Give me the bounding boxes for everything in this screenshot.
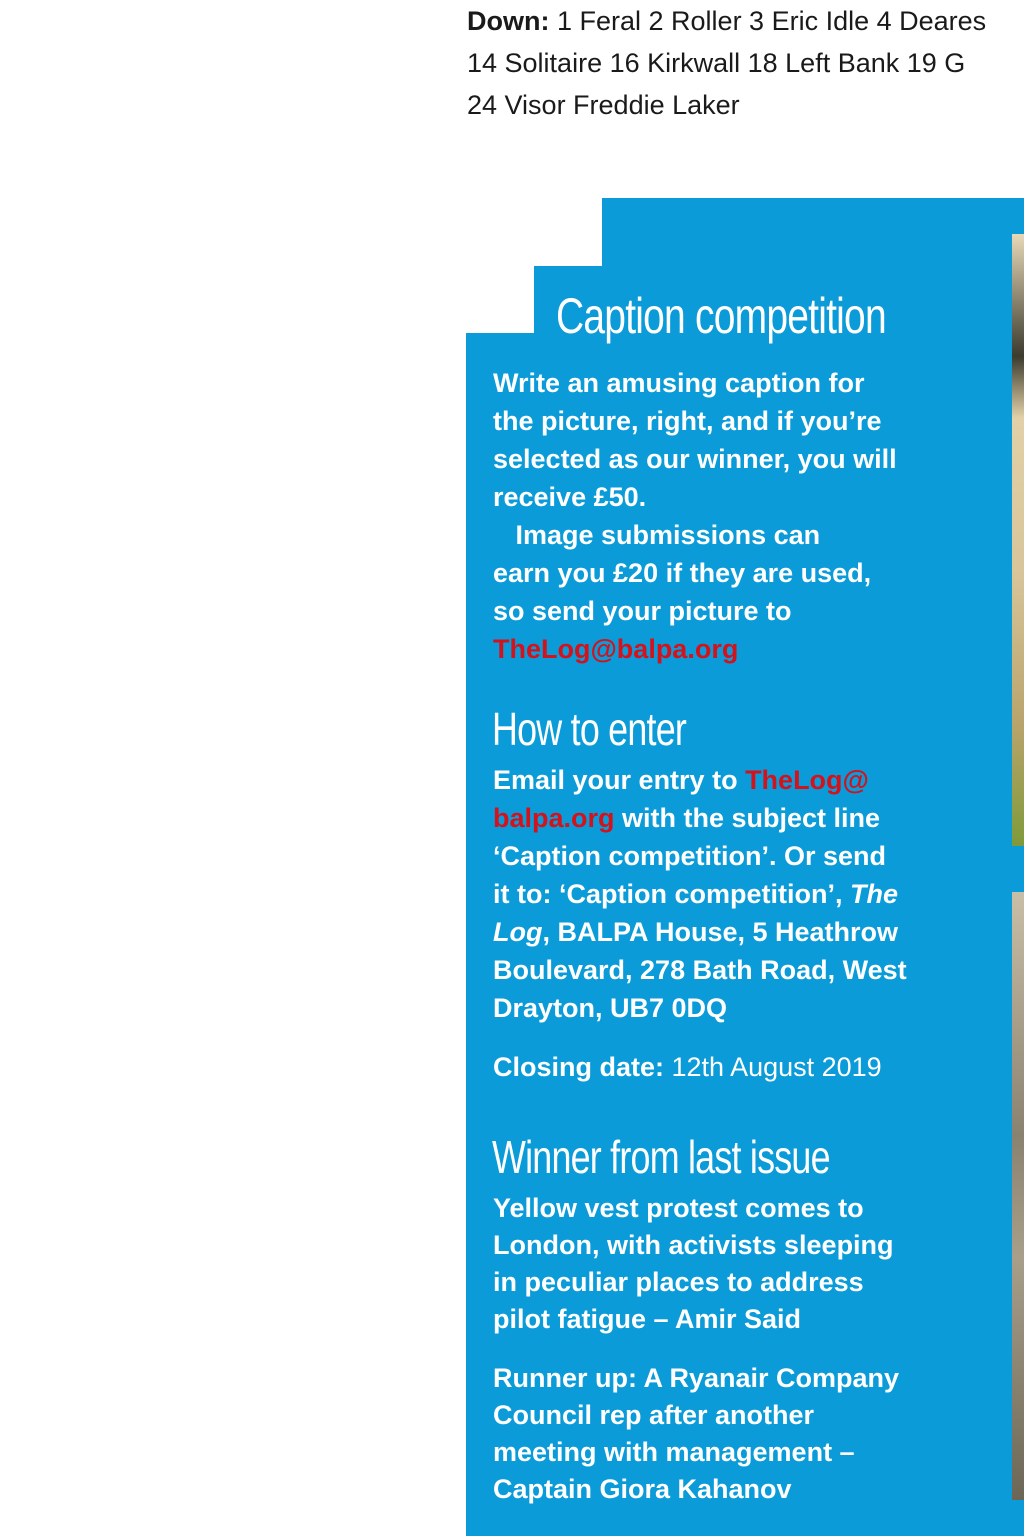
intro-line: selected as our winner, you will xyxy=(493,444,897,474)
enter-line xyxy=(493,875,963,913)
runner-line: Council rep after another xyxy=(493,1400,815,1430)
answers-line-1 xyxy=(467,0,1024,42)
closing-date-line xyxy=(493,1048,963,1086)
winner-caption xyxy=(493,1190,963,1338)
winner-title: Winner from last issue xyxy=(492,1131,830,1183)
publication-name-part1: The xyxy=(849,879,898,909)
entry-email-link-part2[interactable]: balpa.org xyxy=(493,803,615,833)
intro-line: Write an amusing caption for xyxy=(493,368,865,398)
intro-line: the picture, right, and if you’re xyxy=(493,406,882,436)
submission-email-link[interactable]: TheLog@balpa.org xyxy=(493,634,739,664)
answers-down-label: Down: xyxy=(467,6,550,36)
publication-name-part2: Log xyxy=(493,917,543,947)
enter-line xyxy=(493,799,963,837)
enter-line-2-text: with the subject line xyxy=(614,803,881,833)
enter-line: Drayton, UB7 0DQ xyxy=(493,993,728,1023)
answers-line-1-text: 1 Feral 2 Roller 3 Eric Idle 4 Deares xyxy=(549,6,987,36)
enter-line: Boulevard, 278 Bath Road, West xyxy=(493,955,907,985)
competition-photo-edge xyxy=(1012,234,1024,846)
enter-line-4-text: it to: ‘Caption competition’, xyxy=(493,879,850,909)
runner-line: Captain Giora Kahanov xyxy=(493,1474,792,1504)
answers-line-3: 24 Visor Freddie Laker xyxy=(467,90,740,120)
enter-line xyxy=(493,913,963,951)
panel-tab-top xyxy=(602,198,1024,268)
runner-line xyxy=(493,1360,963,1397)
winner-line: pilot fatigue – Amir Said xyxy=(493,1304,802,1334)
closing-date-label: Closing date: xyxy=(493,1052,665,1082)
winner-line: London, with activists sleeping xyxy=(493,1230,894,1260)
winner-line: in peculiar places to address xyxy=(493,1267,864,1297)
runner-up-label: Runner up: xyxy=(493,1363,637,1393)
how-to-enter-title: How to enter xyxy=(492,703,687,755)
intro-line: so send your picture to xyxy=(493,596,792,626)
intro-line: receive £50. xyxy=(493,482,647,512)
how-to-enter-text xyxy=(493,761,963,1027)
intro-line: earn you £20 if they are used, xyxy=(493,558,872,588)
intro-line: Image submissions can xyxy=(493,520,821,550)
enter-line-5-text: , BALPA House, 5 Heathrow xyxy=(542,917,899,947)
winner-line: Yellow vest protest comes to xyxy=(493,1193,864,1223)
answers-line-2: 14 Solitaire 16 Kirkwall 18 Left Bank 19 G xyxy=(467,48,966,78)
enter-line: ‘Caption competition’. Or send xyxy=(493,841,887,871)
winner-photo-edge xyxy=(1012,892,1024,1500)
entry-email-link-part1[interactable]: TheLog@ xyxy=(745,765,869,795)
closing-date xyxy=(493,1048,963,1086)
runner-line: meeting with management – xyxy=(493,1437,855,1467)
runner-line-1-text: A Ryanair Company xyxy=(636,1363,900,1393)
enter-line xyxy=(493,761,963,799)
caption-competition-title: Caption competition xyxy=(556,288,886,344)
caption-intro xyxy=(493,364,963,668)
enter-line-1-text: Email your entry to xyxy=(493,765,746,795)
crossword-answers xyxy=(467,0,1024,126)
closing-date-value: 12th August 2019 xyxy=(664,1052,882,1082)
runner-up-caption xyxy=(493,1360,963,1508)
